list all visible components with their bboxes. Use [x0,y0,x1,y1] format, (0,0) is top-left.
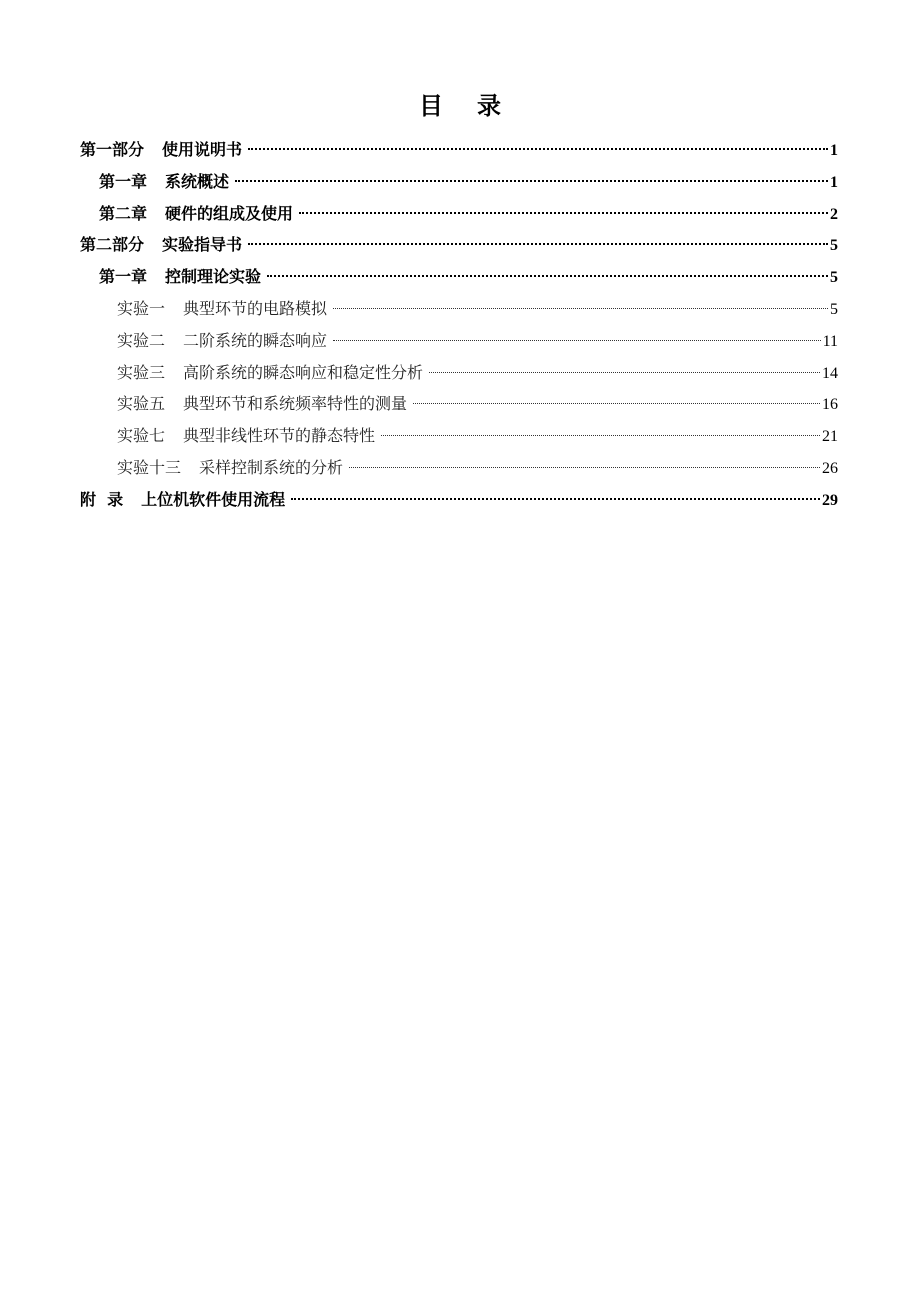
toc-entry-experiment-1[interactable] [80,293,838,325]
dot-leader [413,403,820,404]
toc-entry-experiment-7[interactable] [80,420,838,452]
toc-entry-text: 系统概述 [165,171,230,191]
toc-page-number: 1 [830,142,838,159]
toc-entry-text: 上位机软件使用流程 [141,489,286,509]
toc-entry-label [80,134,242,166]
toc-entry-text: 实验指导书 [162,235,243,255]
toc-entry-experiment-13[interactable] [80,452,838,484]
toc-entry-prefix: 第一章 [99,267,148,287]
page-title [0,86,920,121]
toc-entry-label [80,484,285,516]
toc-page-number: 5 [830,300,838,318]
toc-entry-label [99,166,229,198]
dot-leader [333,340,821,341]
toc-entry-label [80,229,242,261]
toc-entry-text: 硬件的组成及使用 [165,203,294,223]
toc-entry-appendix[interactable] [80,484,838,516]
toc-entry-text: 典型环节和系统频率特性的测量 [183,394,408,414]
dot-leader [429,372,820,373]
dot-leader [248,243,828,245]
toc-page-number: 14 [822,364,838,382]
toc-page-number: 11 [822,332,838,350]
toc-entry-prefix: 实验二 [117,330,166,350]
toc-entry-text: 使用说明书 [162,140,243,159]
toc-entry-experiment-3[interactable] [80,357,838,389]
title-char-1: 目 [419,92,443,120]
toc-entry-prefix: 第二部分 [80,235,145,255]
toc-page-number: 29 [822,491,838,509]
toc-page-number: 21 [822,428,838,446]
dot-leader [291,498,820,500]
toc-entry-text: 典型非线性环节的静态特性 [183,426,376,446]
toc-page-number: 5 [830,237,838,255]
toc-entry-experiment-2[interactable] [80,325,838,357]
toc-page-number: 1 [830,173,838,191]
toc-entry-label [117,325,327,357]
dot-leader [349,467,820,468]
toc-entry-prefix: 第一部分 [80,140,145,159]
dot-leader [235,180,828,182]
toc-entry-label [99,261,261,293]
toc-entry-part1[interactable] [80,134,838,166]
toc-entry-prefix: 第一章 [99,171,148,191]
toc-page-number: 16 [822,396,838,414]
toc-entry-part1-ch1[interactable] [80,166,838,198]
toc-entry-part1-ch2[interactable] [80,198,838,230]
toc-entry-prefix: 附 录 [80,489,124,509]
toc-entry-prefix: 实验五 [117,394,166,414]
toc-entry-text: 二阶系统的瞬态响应 [183,330,328,350]
dot-leader [333,308,828,309]
toc-entry-label [117,420,375,452]
toc-entry-label [117,293,327,325]
toc-entry-label [117,452,343,484]
toc-entry-text: 高阶系统的瞬态响应和稳定性分析 [183,362,424,382]
toc-entry-prefix: 实验七 [117,426,166,446]
dot-leader [248,148,828,150]
toc-entry-label [117,388,407,420]
toc-entry-prefix: 实验十三 [117,457,182,477]
toc-entry-text: 控制理论实验 [165,267,262,287]
toc-page-number: 2 [830,205,838,223]
toc-page-number: 5 [830,269,838,287]
toc-entry-part2[interactable] [80,229,838,261]
toc-entry-label [117,357,423,389]
toc-entry-prefix: 第二章 [99,203,148,223]
dot-leader [267,275,828,277]
toc-page-number: 26 [822,459,838,477]
title-char-2: 录 [477,92,501,120]
toc-entry-label [99,198,293,230]
dot-leader [299,212,828,214]
toc-entry-prefix: 实验一 [117,298,166,318]
toc-entry-part2-ch1[interactable] [80,261,838,293]
table-of-contents [80,134,838,516]
dot-leader [381,435,820,436]
toc-entry-text: 典型环节的电路模拟 [183,298,328,318]
toc-entry-text: 采样控制系统的分析 [199,457,344,477]
toc-entry-prefix: 实验三 [117,362,166,382]
toc-entry-experiment-5[interactable] [80,388,838,420]
